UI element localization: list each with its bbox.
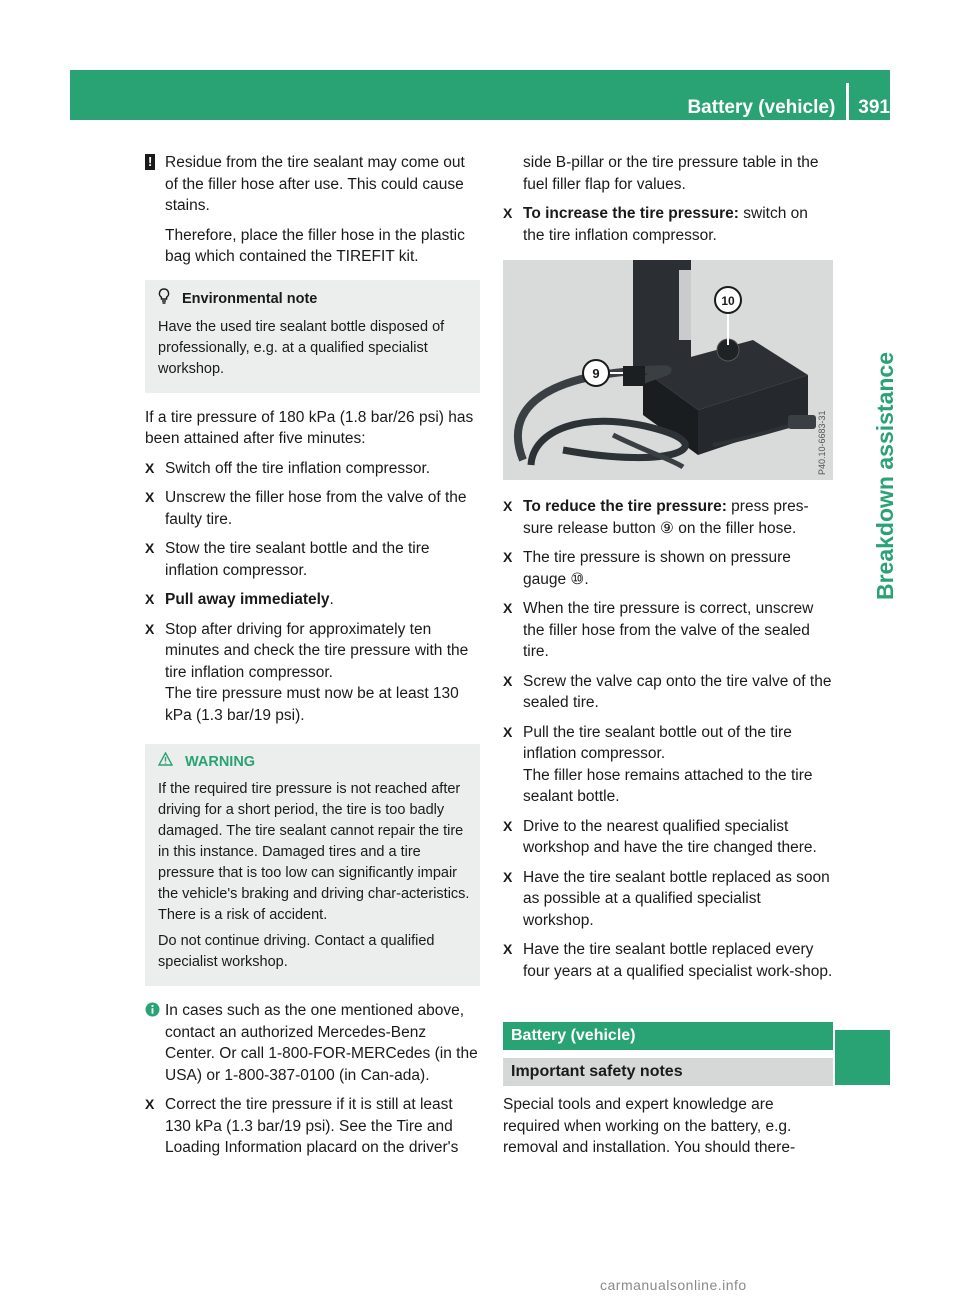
svg-text:10: 10 xyxy=(721,294,735,308)
x-marker-icon: X xyxy=(503,868,513,885)
step-item: X The tire pressure is shown on pressure gauge ⑩. xyxy=(503,549,791,588)
side-tab-marker xyxy=(835,1030,890,1085)
environmental-note-body: Have the used tire sealant bottle disposed of professionally, e.g. at a qualified specialist workshop. xyxy=(158,318,445,377)
step-item: X Switch off the tire inflation compressor. xyxy=(145,458,480,480)
warning-box xyxy=(145,744,480,986)
left-column xyxy=(145,152,480,1167)
header-section: Battery (vehicle) xyxy=(687,97,836,118)
step-item: X Unscrew the filler hose from the valve of the faulty tire. xyxy=(145,489,467,528)
info-note xyxy=(145,1000,480,1086)
warning-header xyxy=(158,752,472,773)
x-marker-icon: X xyxy=(145,540,155,556)
x-marker-icon: X xyxy=(503,941,513,957)
right-column xyxy=(503,152,833,1167)
exclamation-icon: ! xyxy=(145,154,155,170)
step-item: X Stow the tire sealant bottle and the tire inflation compressor. xyxy=(145,540,430,579)
step-item: X To reduce the tire pressure: press pres-sure release button ⑨ on the filler hose. xyxy=(503,498,809,537)
step-item: X To increase the tire pressure: switch on the tire inflation compressor. xyxy=(503,205,808,244)
safety-text: Special tools and expert knowledge are required when working on the battery, e.g. removal and installation. You should there- xyxy=(503,1096,796,1156)
step-item-continued: The filler hose remains attached to the tire sealant bottle. xyxy=(523,766,813,805)
step-item: X Drive to the nearest qualified specialist workshop and have the tire changed there. xyxy=(503,817,817,856)
x-marker-icon: X xyxy=(145,459,155,476)
section-heading: Battery (vehicle) xyxy=(503,1022,833,1050)
step-item: X Have the tire sealant bottle replaced as soon as possible at a qualified specialist workshop. xyxy=(503,868,830,929)
warning-body-2: Do not continue driving. Contact a qualified specialist workshop. xyxy=(158,933,435,970)
compressor-illustration xyxy=(503,260,833,480)
header-separator xyxy=(846,83,849,133)
warning-triangle-icon xyxy=(158,752,173,773)
warning-body: If the required tire pressure is not reached after driving for a short period, the tire is too badly damaged. The tire sealant cannot repair the tire in this instance. Damaged tires and a tire pressure that is too low can significantly impair the vehicle's braking and driving char-acteristics. There is a risk of accident. xyxy=(158,781,470,923)
x-marker-icon: X xyxy=(145,489,155,505)
step-item: X Pull away immediately. xyxy=(145,589,480,611)
x-marker-icon: X xyxy=(503,672,513,689)
subsection-heading: Important safety notes xyxy=(503,1058,833,1086)
step-item: X Screw the valve cap onto the tire valve of the sealed tire. xyxy=(503,672,832,711)
x-marker-icon: X xyxy=(503,600,513,616)
x-marker-icon: X xyxy=(503,549,513,565)
step-item: X Stop after driving for approximately ten minutes and check the tire pressure with the tire inflation compressor. xyxy=(145,620,469,681)
step-item: X Have the tire sealant bottle replaced every four years at a qualified specialist work-shop. xyxy=(503,941,833,980)
warning-title: WARNING xyxy=(185,754,256,770)
pressure-intro: If a tire pressure of 180 kPa (1.8 bar/26 psi) has been attained after five minutes: xyxy=(145,408,474,447)
svg-text:9: 9 xyxy=(592,366,600,381)
continued-text: side B-pillar or the tire pressure table in the fuel filler flap for values. xyxy=(523,154,819,193)
lightbulb-icon xyxy=(158,288,170,311)
header-title xyxy=(687,83,890,133)
info-text: In cases such as the one mentioned above, contact an authorized Mercedes-Benz Center. Or call 1-800-FOR-MERCedes (in the USA) or 1-800-387-0100 (in Can-ada). xyxy=(165,1002,478,1084)
step-item: X Correct the tire pressure if it is still at least 130 kPa (1.3 bar/19 psi). See the Tire and Loading Information placard on the driver's xyxy=(145,1096,459,1156)
page-number: 391 xyxy=(858,97,890,118)
x-marker-icon: X xyxy=(145,591,155,607)
watermark: carmanualsonline.info xyxy=(600,1277,747,1293)
environmental-note-header xyxy=(158,288,472,311)
info-icon xyxy=(145,1002,160,1024)
caution-text-2: Therefore, place the filler hose in the plastic bag which contained the TIREFIT kit. xyxy=(165,226,465,265)
x-marker-icon: X xyxy=(145,620,155,637)
step-item: X When the tire pressure is correct, unscrew the filler hose from the valve of the sealed tire. xyxy=(503,600,814,660)
x-marker-icon: X xyxy=(503,723,513,740)
environmental-note-box xyxy=(145,280,480,393)
step-item: X Pull the tire sealant bottle out of the tire inflation compressor. xyxy=(503,723,792,762)
environmental-note-title: Environmental note xyxy=(182,290,318,307)
step-item-continued: The tire pressure must now be at least 130 kPa (1.3 bar/19 psi). xyxy=(165,685,459,724)
x-marker-icon: X xyxy=(503,498,513,514)
caution-text: Residue from the tire sealant may come out of the filler hose after use. This could cause stains. xyxy=(165,154,465,214)
x-marker-icon: X xyxy=(503,205,513,221)
x-marker-icon: X xyxy=(145,1096,155,1112)
x-marker-icon: X xyxy=(503,817,513,834)
caution-note xyxy=(145,152,480,217)
illustration-code: P40.10-6683-31 xyxy=(817,410,827,475)
